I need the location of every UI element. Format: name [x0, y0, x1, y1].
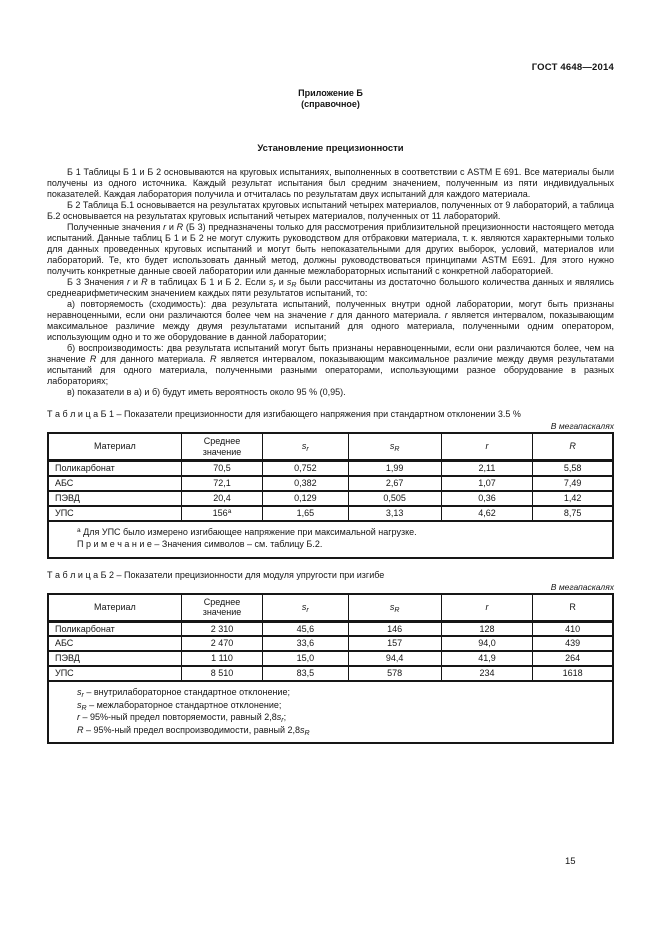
- value-cell: 2 470: [181, 636, 262, 651]
- value-cell: 234: [441, 666, 533, 681]
- value-cell: 83,5: [263, 666, 348, 681]
- footnote-line: $s_R$ – межлабораторное стандартное отклонение;: [77, 699, 282, 712]
- paragraph: Б 3 Значения r и R в таблицах Б 1 и Б 2. Если $s_r$ и $s_R$ были рассчитаны из достаточно большого количества данных и являлись среднеарифметическим значением каждых пяти результатов испытаний, то:: [47, 277, 614, 298]
- material-cell: УПС: [48, 666, 181, 681]
- appendix-title: Приложение Б: [298, 88, 363, 98]
- value-cell: 1,99: [348, 461, 441, 476]
- value-cell: 1 110: [181, 651, 262, 666]
- value-cell: 2,67: [348, 476, 441, 491]
- value-cell: 0,36: [441, 491, 533, 506]
- value-cell: 72,1: [181, 476, 262, 491]
- value-cell: 264: [533, 651, 613, 666]
- column-header: $s_R$: [348, 433, 441, 461]
- table-row: [48, 666, 613, 681]
- value-cell: 2 310: [181, 621, 262, 636]
- table-row: [48, 461, 613, 476]
- column-header: $s_r$: [263, 433, 348, 461]
- table-b2-unit-note: В мегапаскалях: [550, 581, 614, 592]
- column-header: Материал: [48, 433, 181, 461]
- paragraph: а) повторяемость (сходимость): два результата испытаний, полученных внутри одной лаборатории, могут быть признаны неравноценными, если они различаются более чем на значение r для данного материала. r является интервалом, показывающим максимальное различие между двумя результатами испытаний для одного материала, полученными одним оператором, использующим одно и то же оборудование в данной лаборатории;: [47, 299, 614, 342]
- value-cell: 4,62: [441, 506, 533, 521]
- value-cell: 33,6: [263, 636, 348, 651]
- material-cell: АБС: [48, 476, 181, 491]
- column-header: Среднее значение: [181, 594, 262, 622]
- value-cell: 94,4: [348, 651, 441, 666]
- paragraph: Б 1 Таблицы Б 1 и Б 2 основываются на круговых испытаниях, выполненных в соответствии с ASTM E 691. Все материалы были получены из одного источника. Каждый результат испытания был средним значением, полученным из пяти индивидуальных показателей. Каждая лаборатория получила и отчиталась по результатам двух испытаний для каждого материала.: [47, 167, 614, 199]
- table-b1-unit-note: В мегапаскалях: [550, 421, 614, 431]
- table-row: [48, 476, 613, 491]
- table-row: [48, 636, 613, 651]
- paragraph: Полученные значения r и R (Б 3) предназначены только для рассмотрения приблизительной прецизионности настоящего метода испытаний. Данные таблиц Б 1 и Б 2 не могут служить руководством для отбраковки материала, т. к. являются характерными только для данных проведенных круговых испытаний и могут быть непоказательными для других выборок, условий, материалов или лабораторий. Те, кто будет использовать данный метод, должны руководствоваться принципами ASTM E691. Для этого нужно получить конкретные данные своей лаборатории или данные межлабораторных испытаний с конкретной лабораторией.: [47, 222, 615, 276]
- value-cell: 8 510: [181, 666, 262, 681]
- body-text: [47, 167, 614, 398]
- footnote-line: П р и м е ч а н и е – Значения символов – см. таблицу Б.2.: [77, 539, 323, 549]
- value-cell: 1,42: [533, 491, 613, 506]
- table-row: [48, 651, 613, 666]
- value-cell: 5,58: [533, 461, 613, 476]
- doc-number: ГОСТ 4648—2014: [531, 62, 614, 73]
- footnote-line: $s_r$ – внутрилабораторное стандартное отклонение;: [77, 687, 290, 699]
- material-cell: Поликарбонат: [48, 461, 181, 476]
- table-header-row: [48, 433, 613, 461]
- table-row: [48, 506, 613, 521]
- value-cell: 0,752: [263, 461, 348, 476]
- value-cell: 1,07: [441, 476, 533, 491]
- material-cell: ПЭВД: [48, 491, 181, 506]
- value-cell: 20,4: [181, 491, 262, 506]
- value-cell: 0,129: [263, 491, 348, 506]
- paragraph: Б 2 Таблица Б.1 основывается на результатах круговых испытаний четырех материалов, полученных от 9 лабораторий, а таблица Б.2 основывается на результатах круговых испытаний четырех материалов, полученных от 11 лабораторий.: [47, 200, 614, 221]
- value-cell: 2,11: [441, 461, 533, 476]
- value-cell: 8,75: [533, 506, 613, 521]
- paragraph: б) воспроизводимость: два результата испытаний могут быть признаны неравноценными, если они различаются более, чем на значение R для данного материала. R является интервалом, показывающим максимальное различие между двумя результатами испытаний для одного материала, полученными разными операторами, использующими разное оборудование в разных лабораториях;: [47, 343, 614, 386]
- material-cell: УПС: [48, 506, 181, 521]
- value-cell: 410: [533, 621, 613, 636]
- value-cell: 578: [348, 666, 441, 681]
- footnote-cell: [48, 521, 613, 558]
- value-cell: 94,0: [441, 636, 533, 651]
- footnote-line: r – 95%-ный предел повторяемости, равный $2,8s_r$;: [77, 712, 287, 724]
- footnote-line: $^a$ Для УПС было измерено изгибающее напряжение при максимальной нагрузке.: [77, 526, 417, 537]
- table-row: [48, 491, 613, 506]
- column-header: Среднее значение: [181, 433, 262, 461]
- value-cell: 128: [441, 621, 533, 636]
- footnote-line: R – 95%-ный предел воспроизводимости, равный $2,8s_R$: [77, 724, 310, 737]
- column-header: R: [533, 594, 613, 622]
- paragraph: в) показатели в а) и б) будут иметь вероятность около 95 % (0,95).: [67, 387, 346, 397]
- section-title: Установление прецизионности: [257, 143, 404, 154]
- appendix-heading: [47, 88, 614, 110]
- column-header: Материал: [48, 594, 181, 622]
- value-cell: 0,382: [263, 476, 348, 491]
- value-cell: 15,0: [263, 651, 348, 666]
- value-cell: 156$^a$: [181, 506, 262, 521]
- value-cell: 70,5: [181, 461, 262, 476]
- value-cell: 0,505: [348, 491, 441, 506]
- appendix-subtitle: (справочное): [301, 99, 360, 109]
- value-cell: 1,65: [263, 506, 348, 521]
- material-cell: АБС: [48, 636, 181, 651]
- value-cell: 439: [533, 636, 613, 651]
- material-cell: ПЭВД: [48, 651, 181, 666]
- table-row: [48, 621, 613, 636]
- table-footnote-row: [48, 681, 613, 743]
- value-cell: 3,13: [348, 506, 441, 521]
- column-header: $s_R$: [348, 594, 441, 622]
- value-cell: 1618: [533, 666, 613, 681]
- column-header: r: [441, 594, 533, 622]
- value-cell: 146: [348, 621, 441, 636]
- table-header-row: [48, 594, 613, 622]
- table-b1-caption: Т а б л и ц а Б 1 – Показатели прецизионности для изгибающего напряжения при стандартном отклонении 3.5 %: [47, 409, 521, 419]
- value-cell: 157: [348, 636, 441, 651]
- footnote-cell: [48, 681, 613, 743]
- table-b1: [47, 432, 614, 559]
- value-cell: 41,9: [441, 651, 533, 666]
- page-number: 15: [565, 856, 576, 867]
- column-header: $s_r$: [263, 594, 348, 622]
- table-b2: [47, 593, 614, 745]
- value-cell: 7,49: [533, 476, 613, 491]
- column-header: R: [533, 433, 613, 461]
- value-cell: 45,6: [263, 621, 348, 636]
- column-header: r: [441, 433, 533, 461]
- material-cell: Поликарбонат: [48, 621, 181, 636]
- table-b2-caption: Т а б л и ц а Б 2 – Показатели прецизионности для модуля упругости при изгибе: [47, 569, 385, 580]
- table-footnote-row: [48, 521, 613, 558]
